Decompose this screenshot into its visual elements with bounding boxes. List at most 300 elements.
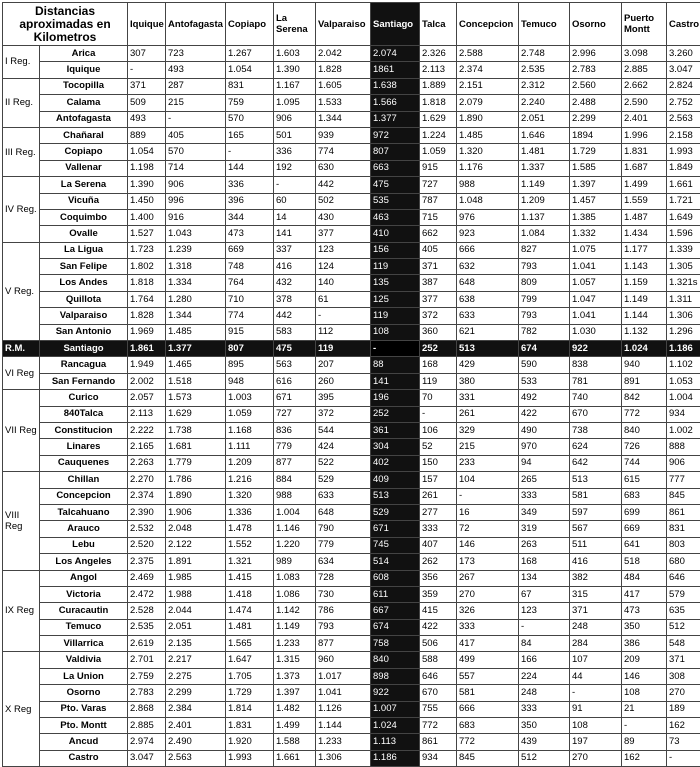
distance-cell: 663 [371,160,420,176]
distance-cell: 371 [667,652,700,668]
table-row [3,439,700,455]
distance-cell: 2.151 [457,78,519,94]
distance-cell: 996 [166,193,226,209]
distance-cell: 616 [274,373,316,389]
region-label: II Reg. [3,78,40,127]
distance-cell: 567 [570,521,622,537]
table-title: Distancias aproximadas en Kilometros [3,3,128,46]
distance-cell: - [570,685,622,701]
distance-cell: 1.306 [316,750,371,766]
distance-cell: 416 [274,259,316,275]
distance-cell: 70 [420,390,457,406]
distance-cell: 2.560 [570,78,622,94]
distance-cell: 270 [457,586,519,602]
distance-cell: 976 [457,209,519,225]
distance-cell: 123 [316,242,371,258]
distance-cell: 2.074 [371,46,420,62]
city-name: Curico [40,390,128,406]
distance-cell: 415 [420,603,457,619]
distance-cell: 1.889 [420,78,457,94]
distance-cell: 1.450 [128,193,166,209]
distance-cell: 1.828 [128,308,166,324]
distance-cell: 337 [274,242,316,258]
distance-cell: 493 [128,111,166,127]
city-name: Concepcion [40,488,128,504]
distance-cell: 1.499 [622,177,667,193]
distance-cell: 891 [622,373,667,389]
distance-cell: 1.849 [667,160,700,176]
table-row [3,193,700,209]
distance-cell: 387 [420,275,457,291]
distance-cell: 1.890 [457,111,519,127]
distance-cell: 108 [622,685,667,701]
distance-cell: 513 [457,341,519,357]
distance-cell: 2.532 [128,521,166,537]
distance-cell: 533 [519,373,570,389]
distance-cell: 473 [622,603,667,619]
distance-cell: 260 [316,373,371,389]
distance-cell: 146 [622,668,667,684]
distance-cell: 2.390 [128,504,166,520]
distance-cell: 265 [519,472,570,488]
distance-cell: 1.764 [128,291,166,307]
distance-cell: 192 [274,160,316,176]
distance-cell: 1.573 [166,390,226,406]
distance-cell: 1.786 [166,472,226,488]
distance-cell: 424 [316,439,371,455]
table-row [3,636,700,652]
distance-cell: 588 [420,652,457,668]
distance-cell: 1.629 [420,111,457,127]
distance-cell: 2.662 [622,78,667,94]
distance-cell: 270 [667,685,700,701]
distance-cell: 1.311 [667,291,700,307]
distance-cell: 1.186 [371,750,420,766]
distance-cell: 1.149 [519,177,570,193]
distance-cell: 1.224 [420,127,457,143]
city-name: Calama [40,95,128,111]
distance-cell: - [274,177,316,193]
distance-cell: 1.321s [667,275,700,291]
distance-cell: 502 [316,193,371,209]
distance-cell: 1.969 [128,324,166,340]
distance-cell: 405 [420,242,457,258]
distance-cell: 1.646 [519,127,570,143]
distance-cell: 581 [457,685,519,701]
distance-cell: 845 [667,488,700,504]
distance-cell: 395 [316,390,371,406]
distance-cell: 1.075 [570,242,622,258]
distance-cell: 648 [457,275,519,291]
distance-cell: 333 [457,619,519,635]
distance-cell: 333 [519,488,570,504]
distance-cell: 615 [622,472,667,488]
distance-cell: 2.384 [166,701,226,717]
region-label: IX Reg [3,570,40,652]
distance-cell: 710 [226,291,274,307]
distance-cell: 1.144 [622,308,667,324]
distance-cell: 2.563 [166,750,226,766]
distance-cell: 1.385 [570,209,622,225]
city-name: Quillota [40,291,128,307]
distance-cell: 84 [519,636,570,652]
distance-cell: 141 [274,226,316,242]
table-row [3,701,700,717]
distance-cell: 666 [457,242,519,258]
distance-cell: 906 [667,455,700,471]
distance-cell: 1.527 [128,226,166,242]
distance-cell: 786 [316,603,371,619]
table-row [3,373,700,389]
distance-cell: 287 [166,78,226,94]
distance-cell: 2.563 [667,111,700,127]
table-row [3,472,700,488]
distance-cell: 2.752 [667,95,700,111]
table-row [3,160,700,176]
distance-cell: 1.985 [166,570,226,586]
distance-cell: 646 [667,570,700,586]
distance-cell: 350 [622,619,667,635]
city-name: Constitucion [40,422,128,438]
distance-cell: 1.321 [226,554,274,570]
distance-cell: 915 [226,324,274,340]
distance-cell: 726 [622,439,667,455]
distance-cell: 1.993 [226,750,274,766]
distance-cell: 378 [274,291,316,307]
distance-cell: 790 [316,521,371,537]
distance-cell: 377 [316,226,371,242]
distance-cell: 1.465 [166,357,226,373]
distance-cell: 119 [371,259,420,275]
distance-cell: 1.518 [166,373,226,389]
distance-cell: 1.533 [316,95,371,111]
distance-cell: 14 [274,209,316,225]
distance-cell: 1.306 [667,308,700,324]
distance-cell: 1.144 [316,718,371,734]
distance-cell: 1.723 [128,242,166,258]
distance-cell: 189 [667,701,700,717]
city-name: Villarrica [40,636,128,652]
distance-cell: 1.818 [420,95,457,111]
distance-cell: 1.041 [570,259,622,275]
distance-cell: 877 [274,455,316,471]
distance-cell: - [371,341,420,357]
distance-cell: 372 [316,406,371,422]
distance-cell: 840 [622,422,667,438]
table-row [3,652,700,668]
distance-cell: 1.143 [622,259,667,275]
distance-cell: 1.053 [667,373,700,389]
distance-cell: 307 [128,46,166,62]
distance-cell: 1.339 [667,242,700,258]
table-row [3,504,700,520]
city-name: Antofagasta [40,111,128,127]
distance-cell: 2.275 [166,668,226,684]
table-row [3,62,700,78]
distance-cell: 781 [570,373,622,389]
distance-cell: 529 [316,472,371,488]
table-row [3,455,700,471]
region-label: R.M. [3,341,40,357]
distance-cell: 162 [667,718,700,734]
distance-cell: 1.585 [570,160,622,176]
region-label: V Reg. [3,242,40,340]
table-row [3,308,700,324]
table-row [3,734,700,750]
distance-cell: 831 [667,521,700,537]
distance-cell: 2.535 [128,619,166,635]
table-row [3,554,700,570]
distance-cell: 261 [420,488,457,504]
distance-cell: 1.168 [226,422,274,438]
distance-cell: 442 [316,177,371,193]
distance-cell: 1.198 [128,160,166,176]
distance-cell: 135 [371,275,420,291]
table-row [3,95,700,111]
distance-cell: 513 [570,472,622,488]
distance-cell: 838 [570,357,622,373]
distance-cell: 1.629 [166,406,226,422]
distance-cell: 544 [316,422,371,438]
distance-cell: 1.474 [226,603,274,619]
distance-cell: 906 [166,177,226,193]
distance-cell: 922 [570,341,622,357]
distance-cell: 417 [457,636,519,652]
distance-cell: 1.318 [166,259,226,275]
distance-cell: 634 [316,554,371,570]
distance-cell: 840 [371,652,420,668]
distance-cell: 793 [519,308,570,324]
distance-cell: 1.003 [226,390,274,406]
table-row [3,78,700,94]
distance-cell: 1.083 [274,570,316,586]
distance-cell: 518 [622,554,667,570]
column-header-valparaiso: Valparaiso [316,3,371,46]
distance-cell: 215 [166,95,226,111]
distance-cell: 877 [316,636,371,652]
distance-cell: 906 [274,111,316,127]
distance-cell: 409 [371,472,420,488]
distance-cell: 359 [420,586,457,602]
column-header-castro: Castro [667,3,700,46]
distance-cell: 1.296 [667,324,700,340]
distance-cell: 2.113 [128,406,166,422]
table-row [3,685,700,701]
distance-cell: 509 [128,95,166,111]
distance-cell: 674 [371,619,420,635]
distance-cell: 922 [371,685,420,701]
distance-cell: 1.216 [226,472,274,488]
distance-cell: 2.490 [166,734,226,750]
distance-cell: 402 [371,455,420,471]
distance-cell: 1.457 [570,193,622,209]
distance-cell: 1.434 [622,226,667,242]
region-label: VIII Reg [3,472,40,570]
distance-cell: 429 [457,357,519,373]
table-row [3,586,700,602]
distance-cell: 583 [274,324,316,340]
city-name: San Felipe [40,259,128,275]
distance-cell: 107 [570,652,622,668]
distance-cell: 666 [457,701,519,717]
distance-cell: 570 [226,111,274,127]
distance-cell: 669 [226,242,274,258]
distance-cell: 635 [667,603,700,619]
distance-cell: 934 [420,750,457,766]
distance-cell: 2.469 [128,570,166,586]
city-name: Curacautin [40,603,128,619]
distance-cell: 1894 [570,127,622,143]
distance-cell: 1.132 [622,324,667,340]
distance-cell: 196 [371,390,420,406]
distance-cell: 119 [371,308,420,324]
distance-cell: 1.220 [274,537,316,553]
table-row [3,390,700,406]
distance-cell: 1.828 [316,62,371,78]
distance-cell: 108 [570,718,622,734]
city-name: Chañaral [40,127,128,143]
distance-cell: 1.661 [274,750,316,766]
distance-cell: 759 [226,95,274,111]
distance-cell: 2.374 [128,488,166,504]
distance-cell: 2.270 [128,472,166,488]
distance-cell: 156 [371,242,420,258]
distance-cell: 277 [420,504,457,520]
distance-cell: 124 [316,259,371,275]
distance-cell: 1.596 [667,226,700,242]
distance-cell: 233 [457,455,519,471]
distance-cell: 597 [570,504,622,520]
distance-cell: 1.729 [226,685,274,701]
distance-cell: 1.566 [371,95,420,111]
distance-cell: 2.783 [570,62,622,78]
distance-cell: 807 [226,341,274,357]
distance-cell: 2.996 [570,46,622,62]
city-name: Vallenar [40,160,128,176]
distance-cell: 1.390 [274,62,316,78]
distance-cell: 2.048 [166,521,226,537]
distance-cell: 442 [274,308,316,324]
distance-cell: 727 [274,406,316,422]
distance-cell: 1.111 [226,439,274,455]
distance-cell: 738 [570,422,622,438]
distance-cell: 1.605 [316,78,371,94]
region-label: I Reg. [3,46,40,79]
distance-cell: 782 [519,324,570,340]
distance-cell: 940 [622,357,667,373]
city-name: Ancud [40,734,128,750]
distance-cell: 1.377 [166,341,226,357]
distance-cell: 1.482 [274,701,316,717]
city-name: Angol [40,570,128,586]
table-row [3,111,700,127]
distance-cell: 809 [519,275,570,291]
table-row [3,144,700,160]
distance-cell: 2.044 [166,603,226,619]
distance-cell: 1.024 [371,718,420,734]
distance-cell: 758 [371,636,420,652]
distance-cell: 1.647 [226,652,274,668]
distance-cell: 2.590 [622,95,667,111]
distance-cell: 1.373 [274,668,316,684]
distance-cell: 648 [316,504,371,520]
distance-cell: 667 [371,603,420,619]
distance-cell: 1.400 [128,209,166,225]
distance-cell: 787 [420,193,457,209]
distance-cell: 119 [420,373,457,389]
distance-cell: 1.649 [667,209,700,225]
distance-cell: 333 [519,701,570,717]
distance-cell: 624 [570,439,622,455]
distance-cell: 895 [226,357,274,373]
distance-cell: - [166,111,226,127]
distance-cell: 772 [622,406,667,422]
region-label: VII Reg [3,390,40,472]
distance-cell: 1.487 [622,209,667,225]
distance-cell: 842 [622,390,667,406]
distance-cell: 1.559 [622,193,667,209]
distance-cell: 89 [622,734,667,750]
distance-cell: 831 [226,78,274,94]
distance-cell: 430 [316,209,371,225]
distance-cell: 683 [622,488,667,504]
column-header-antofagasta: Antofagasta [166,3,226,46]
distance-cell: 475 [371,177,420,193]
city-name: Pto. Montt [40,718,128,734]
distance-cell: 898 [371,668,420,684]
distance-cell: 2.885 [622,62,667,78]
column-header-temuco: Temuco [519,3,570,46]
distance-cell: - [128,62,166,78]
distance-cell: 764 [226,275,274,291]
distance-cell: 723 [166,46,226,62]
distance-cell: 2.299 [166,685,226,701]
distance-cell: 104 [457,472,519,488]
distance-cell: 215 [457,439,519,455]
distance-cell: 579 [667,586,700,602]
table-row [3,570,700,586]
distance-cell: 1.209 [519,193,570,209]
distance-cell: 774 [226,308,274,324]
distance-cell: 168 [420,357,457,373]
distance-cell: 123 [519,603,570,619]
distance-cell: 2.520 [128,537,166,553]
distance-cell: 3.260 [667,46,700,62]
distance-cell: 807 [371,144,420,160]
distance-cell: 923 [457,226,519,242]
distance-cell: 405 [166,127,226,143]
distance-cell: 772 [420,718,457,734]
distance-cell: 563 [274,357,316,373]
distance-cell: 1.054 [226,62,274,78]
distance-cell: 1.320 [226,488,274,504]
distance-cell: 1.267 [226,46,274,62]
table-row [3,324,700,340]
distance-cell: 262 [420,554,457,570]
distance-cell: 197 [570,734,622,750]
distance-cell: 799 [519,291,570,307]
table-row [3,127,700,143]
city-name: Iquique [40,62,128,78]
distance-cell: 1.336 [226,504,274,520]
distance-cell: 360 [420,324,457,340]
distance-cell: 671 [274,390,316,406]
distance-cell: 125 [371,291,420,307]
distance-cell: 755 [420,701,457,717]
distance-cell: 1.415 [226,570,274,586]
distance-cell: 845 [457,750,519,766]
column-header-concepcion: Concepcion [457,3,519,46]
